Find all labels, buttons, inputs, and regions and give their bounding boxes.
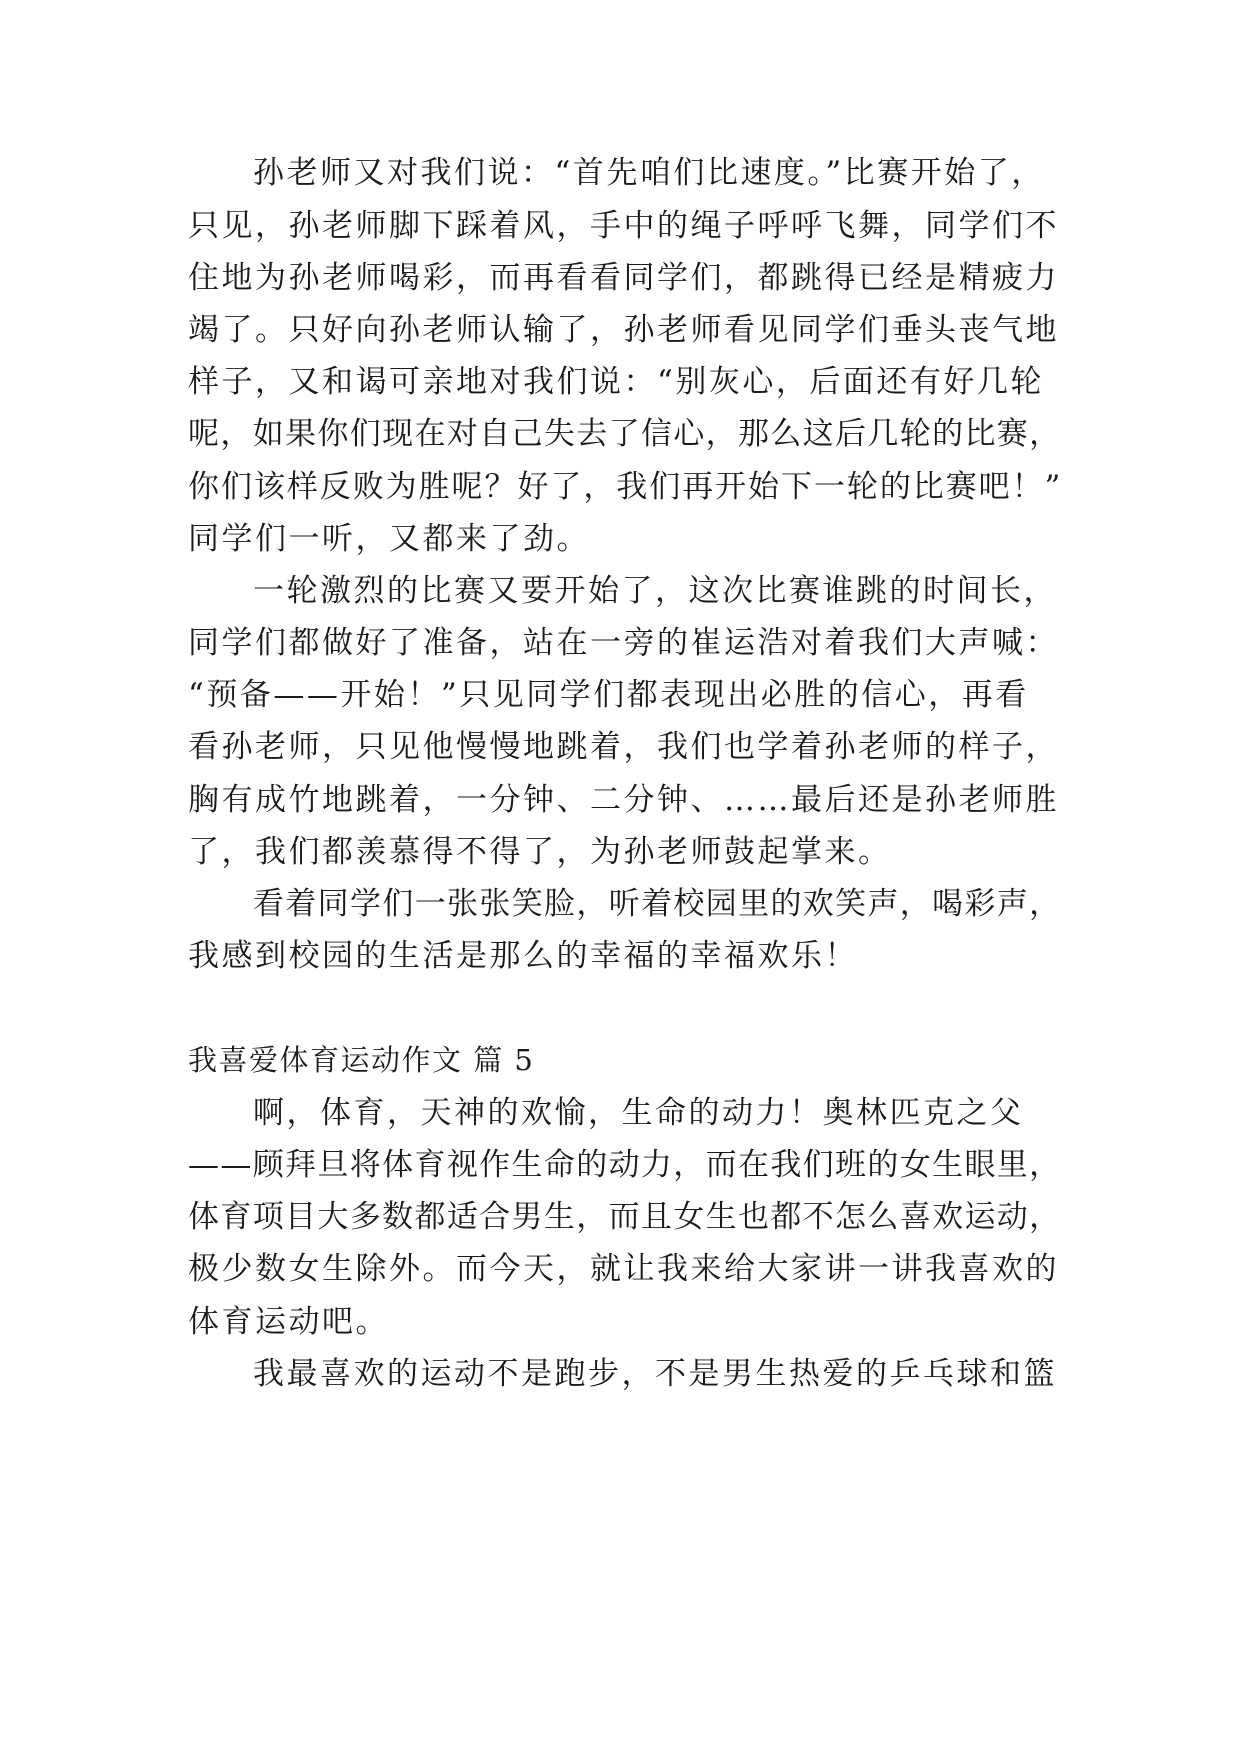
text-line: 我最喜欢的运动不是跑步，不是男生热爱的乒乓球和篮 xyxy=(253,1356,1057,1392)
text-line: 一轮激烈的比赛又要开始了，这次比赛谁跳的时间长， xyxy=(253,573,1057,609)
text-line: 极少数女生除外。而今天，就让我来给大家讲一讲我喜欢的 xyxy=(188,1251,1059,1287)
section-heading: 我喜爱体育运动作文 篇 5 xyxy=(188,1043,535,1077)
text-line: 体育项目大多数都适合男生，而且女生也都不怎么喜欢运动， xyxy=(188,1199,1062,1235)
text-line: 孙老师又对我们说：“首先咱们比速度。”比赛开始了， xyxy=(253,155,1045,191)
text-line: 看孙老师，只见他慢慢地跳着，我们也学着孙老师的样子， xyxy=(188,729,1059,765)
text-line: 看着同学们一张张笑脸，听着校园里的欢笑声，喝彩声， xyxy=(253,886,1062,922)
text-line: 同学们一听，又都来了劲。 xyxy=(188,521,590,557)
text-line: 呢，如果你们现在对自己失去了信心，那么这后几轮的比赛， xyxy=(188,416,1062,452)
text-line: 同学们都做好了准备，站在一旁的崔运浩对着我们大声喊： xyxy=(188,625,1059,661)
text-line: 胸有成竹地跳着，一分钟、二分钟、……最后还是孙老师胜 xyxy=(188,782,1059,818)
text-line: 你们该样反败为胜呢？好了，我们再开始下一轮的比赛吧！” xyxy=(188,469,1063,505)
text-line: 竭了。只好向孙老师认输了，孙老师看见同学们垂头丧气地 xyxy=(188,312,1059,348)
text-line: 体育运动吧。 xyxy=(188,1304,389,1340)
text-line: 样子，又和谒可亲地对我们说：“别灰心，后面还有好几轮 xyxy=(188,364,1044,400)
text-line: ——顾拜旦将体育视作生命的动力，而在我们班的女生眼里， xyxy=(188,1147,1062,1183)
text-line: 啊，体育，天神的欢愉，生命的动力！奥林匹克之父 xyxy=(253,1095,1024,1131)
text-line: 了，我们都羡慕得不得了，为孙老师鼓起掌来。 xyxy=(188,834,892,870)
text-line: 只见，孙老师脚下踩着风，手中的绳子呼呼飞舞，同学们不 xyxy=(188,208,1059,244)
text-line: 我感到校园的生活是那么的幸福的幸福欢乐！ xyxy=(188,938,858,974)
text-line: 住地为孙老师喝彩，而再看看同学们，都跳得已经是精疲力 xyxy=(188,260,1059,296)
text-line: “预备——开始！”只见同学们都表现出必胜的信心，再看 xyxy=(188,677,1029,713)
